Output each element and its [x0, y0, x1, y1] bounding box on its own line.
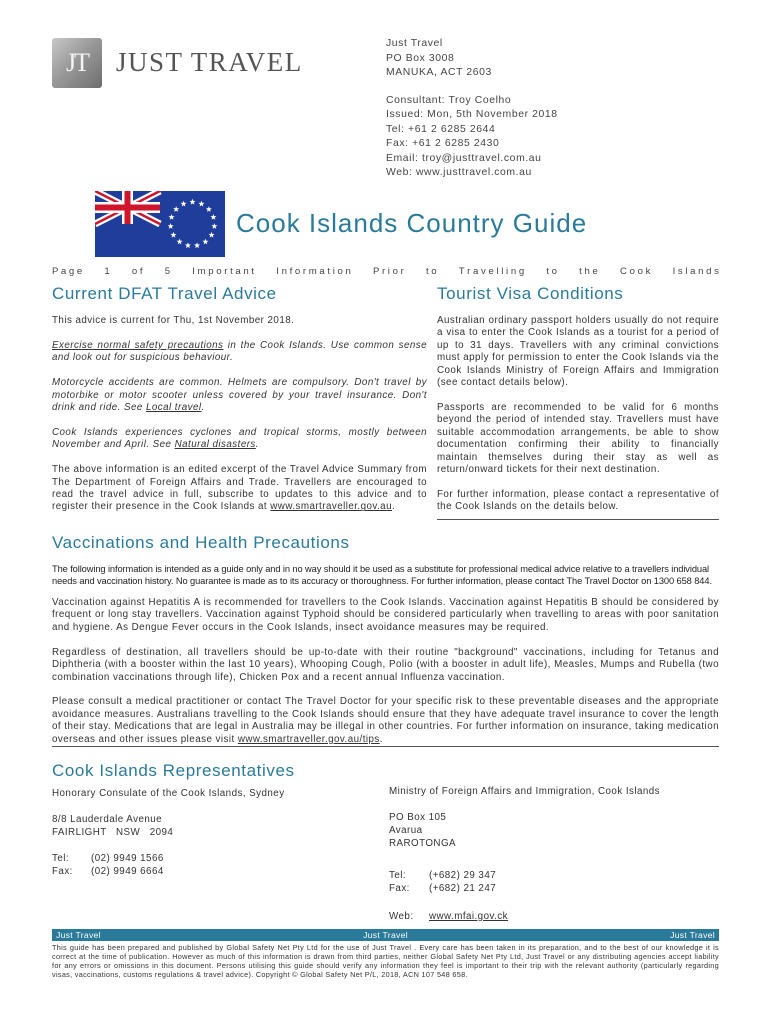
vaccinations-body	[52, 597, 719, 759]
logo-name: JUST TRAVEL	[116, 47, 303, 77]
vaccinations-paragraph-consult: Please consult a medical practitioner or contact The Travel Doctor for your specific risk to these preventable diseases and the appropriate avoidance measures. Australians travelling to the Cook Islands should ensure that they have adequate travel insurance to cover the length of their stay. Medications that are legal in Australia may be illegal in other countries. For further information on insurance, taking medication overseas and other issues please visit www.smartraveller.gov.au/tips.	[52, 696, 719, 745]
visa-divider	[437, 519, 719, 520]
smartraveller-tips-link[interactable]: www.smartraveller.gov.au/tips	[237, 733, 380, 745]
visa-paragraph-contact: For further information, please contact a representative of the Cook Islands on the details below.	[437, 488, 719, 513]
page-bar-word: t o	[546, 266, 558, 277]
ministry-tel: (+682) 29 347	[429, 870, 497, 881]
just-travel-logo	[52, 38, 302, 88]
footer-left: Just Travel	[56, 930, 101, 940]
logo-mark	[52, 38, 102, 88]
agency-email[interactable]: Email: troy@justtravel.com.au	[386, 152, 542, 164]
page-bar-word: T r a v e l l i n g	[458, 266, 525, 277]
visa-paragraph-requirements: Australian ordinary passport holders usually do not require a visa to enter the Cook Islands as a tourist for a period of up to 31 days. Travellers with any criminal convictions must apply for permission to enter the Cook Islands via the Cook Islands Ministry of Foreign Affairs and Immigration (see contact details below).	[437, 315, 719, 389]
footer-right: Just Travel	[670, 930, 715, 940]
ministry-fax-row	[389, 882, 719, 895]
vaccinations-heading: Vaccinations and Health Precautions	[52, 533, 350, 552]
agency-fax: Fax: +61 2 6285 2430	[386, 138, 500, 149]
consulate-address-line: 8/8 Lauderdale Avenue	[52, 814, 163, 825]
consulate-name: Honorary Consulate of the Cook Islands, Sydney	[52, 788, 285, 799]
consulate-fax-row	[52, 865, 372, 878]
consulate-tel: (02) 9949 1566	[91, 853, 164, 864]
vaccinations-paragraph-hepatitis: Vaccination against Hepatitis A is recommended for travellers to the Cook Islands. Vaccination against Hepatitis B should be considered by frequent or long stay travellers. Vaccination against Typhoid should be considered particularly when travelling to areas with poor sanitation and hygiene. As Dengue Fever occurs in the Cook Islands, insect avoidance measures may be required.	[52, 597, 719, 633]
local-travel-link[interactable]: Local travel	[145, 402, 202, 414]
ministry-block	[389, 785, 719, 923]
page-bar-word: P r i o r	[373, 266, 404, 277]
dfat-paragraph-safety: Exercise normal safety precautions in the Cook Islands. Use common sense and look out for suspicious behaviour.	[52, 339, 427, 364]
ministry-tel-row	[389, 869, 719, 882]
page-bar-word: C o o k	[620, 266, 651, 277]
cook-islands-flag-icon	[95, 191, 225, 257]
page-bar-word: I n f o r m a t i o n	[276, 266, 351, 277]
ministry-name: Ministry of Foreign Affairs and Immigration, Cook Islands	[389, 786, 661, 797]
consulate-tel-row	[52, 852, 372, 865]
dfat-advice-column	[52, 315, 427, 526]
page-bar-word: 1	[104, 266, 110, 277]
agency-name: Just Travel	[386, 38, 443, 49]
page-bar-word: o f	[131, 266, 143, 277]
page-bar-word: t o	[425, 266, 437, 277]
fax-label: Fax:	[52, 866, 73, 877]
visa-conditions-column	[437, 315, 719, 526]
consulate-address-line: FAIRLIGHT NSW 2094	[52, 827, 174, 838]
ministry-address-line: RAROTONGA	[389, 838, 457, 849]
footer-center: Just Travel	[363, 930, 408, 940]
dfat-current-date: This advice is current for Thu, 1st November 2018.	[52, 315, 295, 326]
issued-date: Issued: Mon, 5th November 2018	[386, 109, 558, 120]
footer-bar	[52, 929, 719, 941]
natural-disasters-link[interactable]: Natural disasters	[174, 439, 256, 451]
consulate-fax: (02) 9949 6664	[91, 866, 164, 877]
vaccinations-divider	[52, 746, 719, 747]
ministry-fax: (+682) 21 247	[429, 883, 497, 894]
dfat-paragraph-cyclones: Cook Islands experiences cyclones and tropical storms, mostly between November and April. See Natural disasters.	[52, 426, 427, 451]
page-bar-word: I m p o r t a n t	[192, 266, 255, 277]
page-bar-word: t h e	[579, 266, 598, 277]
dfat-paragraph-summary: The above information is an edited excerpt of the Travel Advice Summary from The Department of Foreign Affairs and Trade. Travellers are encouraged to read the travel advice in full, subscribe to updates to this advice and to register their presence in the Cook Islands at www.smartraveller.gov.au.	[52, 464, 427, 513]
smartraveller-link[interactable]: www.smartraveller.gov.au	[270, 501, 392, 513]
agency-po-box: PO Box 3008	[386, 52, 455, 64]
sydney-consulate-block	[52, 787, 372, 878]
page-bar-word: P a g e	[52, 266, 83, 277]
representatives-heading: Cook Islands Representatives	[52, 761, 295, 780]
safety-precautions-link[interactable]: Exercise normal safety precautions	[52, 339, 224, 351]
dfat-paragraph-motorcycle: Motorcycle accidents are common. Helmets are compulsory. Don't travel by motorbike or motor scooter unless covered by your travel insurance. Don't drink and ride. See Local travel.	[52, 377, 427, 414]
dfat-heading: Current DFAT Travel Advice	[52, 284, 277, 303]
agency-tel: Tel: +61 2 6285 2644	[386, 123, 496, 135]
agency-city: MANUKA, ACT 2603	[386, 67, 492, 78]
page-bar-word: I s l a n d s	[672, 266, 719, 277]
tel-label: Tel:	[52, 853, 70, 864]
page-indicator-bar	[52, 266, 719, 277]
tel-label: Tel:	[389, 870, 407, 881]
vaccinations-paragraph-routine: Regardless of destination, all travellers should be up-to-date with their routine "background" vaccinations, including for Tetanus and Diphtheria (with a booster within the last 10 years), Whooping Cough, Polio (with a booster in adult life), Measles, Mumps and Rubella (two combination vaccinations through life), Chicken Pox and a recent annual Influenza vaccination.	[52, 646, 719, 683]
agency-address-block	[386, 37, 558, 181]
ministry-web-row	[389, 910, 719, 923]
ministry-address-line: Avarua	[389, 825, 423, 836]
vaccinations-intro: The following information is intended as a guide only and in no way should it be used as a substitute for professional medical advice relative to a travellers individual needs and vaccination history. No guarantee is made as to its accuracy or thoroughness. For further information, please contact The Travel Doctor on 1300 658 844.	[52, 564, 712, 587]
agency-web[interactable]: Web: www.justtravel.com.au	[386, 167, 532, 178]
web-label: Web:	[389, 911, 414, 922]
visa-paragraph-passports: Passports are recommended to be valid for 6 months beyond the period of intended stay. Travellers must have suitable accommodation arrangements, be able to show documentation confirming their ability to financially maintain themselves during their stay as well as return/onward tickets for their next destination.	[437, 401, 719, 475]
consultant: Consultant: Troy Coelho	[386, 94, 512, 106]
visa-heading: Tourist Visa Conditions	[437, 284, 624, 303]
page-title: Cook Islands Country Guide	[236, 208, 588, 238]
ministry-address-line: PO Box 105	[389, 812, 447, 823]
ministry-web-link[interactable]: www.mfai.gov.ck	[429, 911, 508, 922]
footer-disclaimer: This guide has been prepared and published by Global Safety Net Pty Ltd for the use of Just Travel . Every care has been taken in its preparation, and to the best of our knowledge it is correct at the time of publication. However as much of this information is drawn from third parties, neither Global Safety Net Pty Ltd, Just Travel or any distributing agencies accept liability for any errors or omissions in this document. Persons utilising this guide should verify any information they feel is important to their trip with the relevant authority (particularly regarding visas, vaccinations, customs regulations & travel advice). Copyright © Global Safety Net P/L, 2018, ACN 107 548 658.	[52, 943, 719, 979]
fax-label: Fax:	[389, 883, 410, 894]
logo-mark-text: JT	[66, 48, 88, 77]
page-bar-word: 5	[164, 266, 171, 277]
